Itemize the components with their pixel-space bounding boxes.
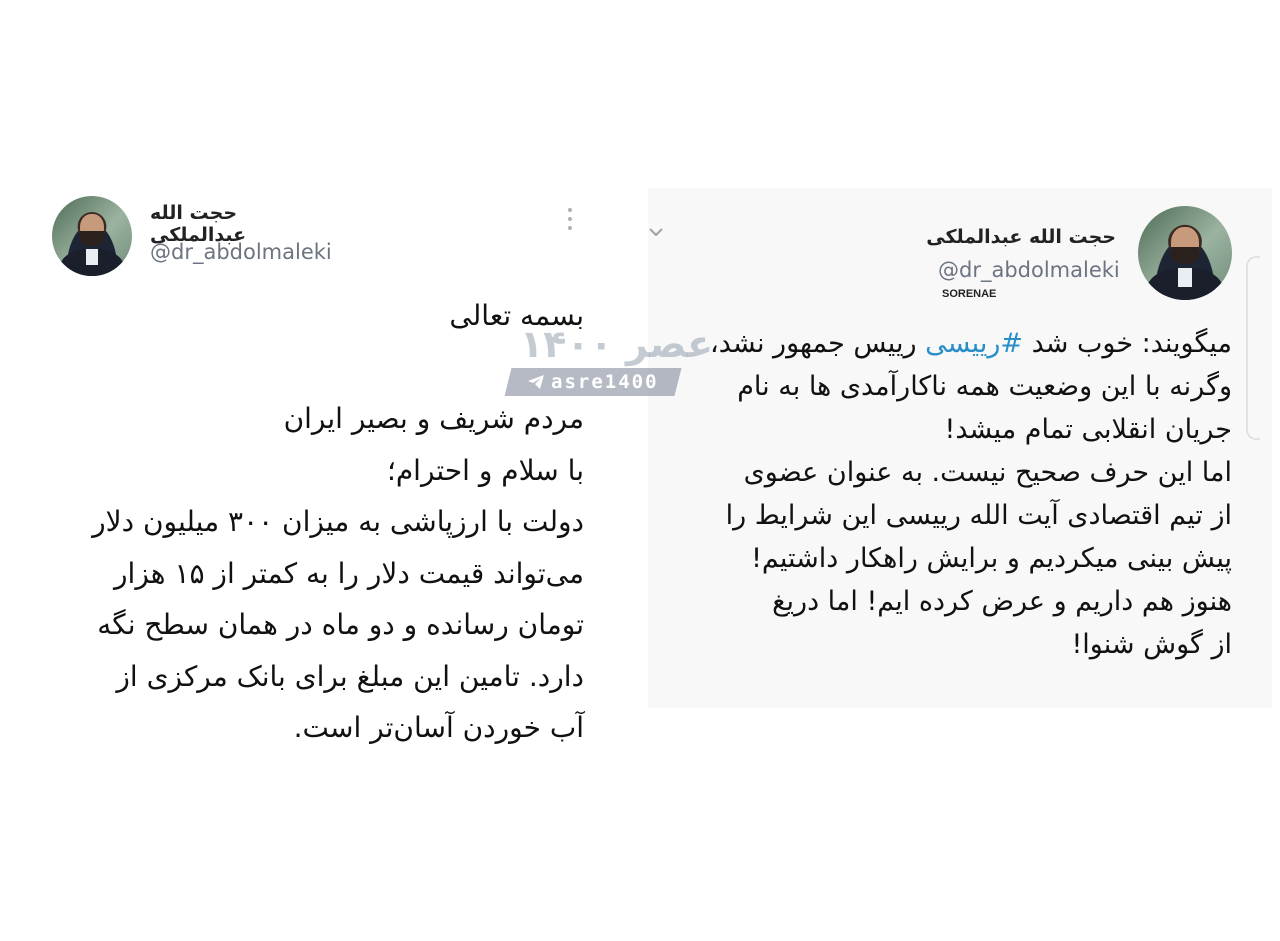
- tweet-line: دولت با ارزپاشی به میزان ۳۰۰ میلیون دلار: [92, 505, 584, 538]
- tweet-line: هنوز هم داریم و عرض کرده ایم! اما دریغ: [772, 586, 1232, 617]
- tweet-text-prefix: میگویند: خوب شد: [1023, 328, 1232, 359]
- watermark-bar: [505, 368, 682, 396]
- hashtag-link[interactable]: #رییسی: [925, 328, 1023, 359]
- right-tweet-text: [660, 322, 1232, 666]
- tweet-line: پیش بینی میکردیم و برایش راهکار داشتیم!: [751, 543, 1232, 574]
- tweet-line: می‌تواند قیمت دلار را به کمتر از ۱۵ هزار: [114, 556, 584, 590]
- card-edge: [1246, 256, 1260, 440]
- tweet-line: با سلام و احترام؛: [386, 453, 584, 487]
- tweet-line: دارد. تامین این مبلغ برای بانک مرکزی از: [116, 659, 584, 693]
- tweet-line: آب خوردن آسان‌تر است.: [293, 711, 584, 744]
- tweet-line: از گوش شنوا!: [1071, 629, 1232, 660]
- tweet-line: اما این حرف صحیح نیست. به عنوان عضوی: [743, 457, 1232, 488]
- telegram-plane-icon: [527, 374, 545, 390]
- watermark-logo: عصر ۱۴۰۰: [520, 322, 714, 366]
- left-handle[interactable]: @dr_abdolmaleki: [150, 240, 332, 264]
- tweet-line-1: [660, 322, 1232, 365]
- left-display-name[interactable]: حجت الله عبدالملکی: [150, 202, 247, 246]
- tweet-line: [40, 342, 584, 394]
- tweet-line: از تیم اقتصادی آیت الله رییسی این شرایط را: [725, 500, 1232, 531]
- tweet-line: بسمه تعالی: [449, 299, 584, 332]
- tweet-line: جریان انقلابی تمام میشد!: [944, 414, 1232, 445]
- left-tweet-text: [40, 290, 584, 754]
- tweet-line: مردم شریف و بصیر ایران: [283, 402, 584, 435]
- left-avatar[interactable]: [52, 196, 132, 276]
- right-handle[interactable]: @dr_abdolmaleki: [938, 258, 1120, 282]
- right-avatar[interactable]: [1138, 206, 1232, 300]
- watermark-handle: asre1400: [551, 371, 659, 393]
- more-options-icon[interactable]: [566, 208, 574, 230]
- tweet-text-suffix: رییس جمهور نشد،: [709, 328, 926, 359]
- right-display-name[interactable]: حجت الله عبدالملکی: [926, 226, 1116, 248]
- tweet-line: وگرنه با این وضعیت همه ناکارآمدی ها به نام: [737, 371, 1232, 402]
- tweet-line: تومان رسانده و دو ماه در همان سطح نگه: [97, 608, 584, 641]
- overlay-label: SORENAE: [942, 288, 997, 300]
- chevron-down-icon[interactable]: [648, 224, 664, 240]
